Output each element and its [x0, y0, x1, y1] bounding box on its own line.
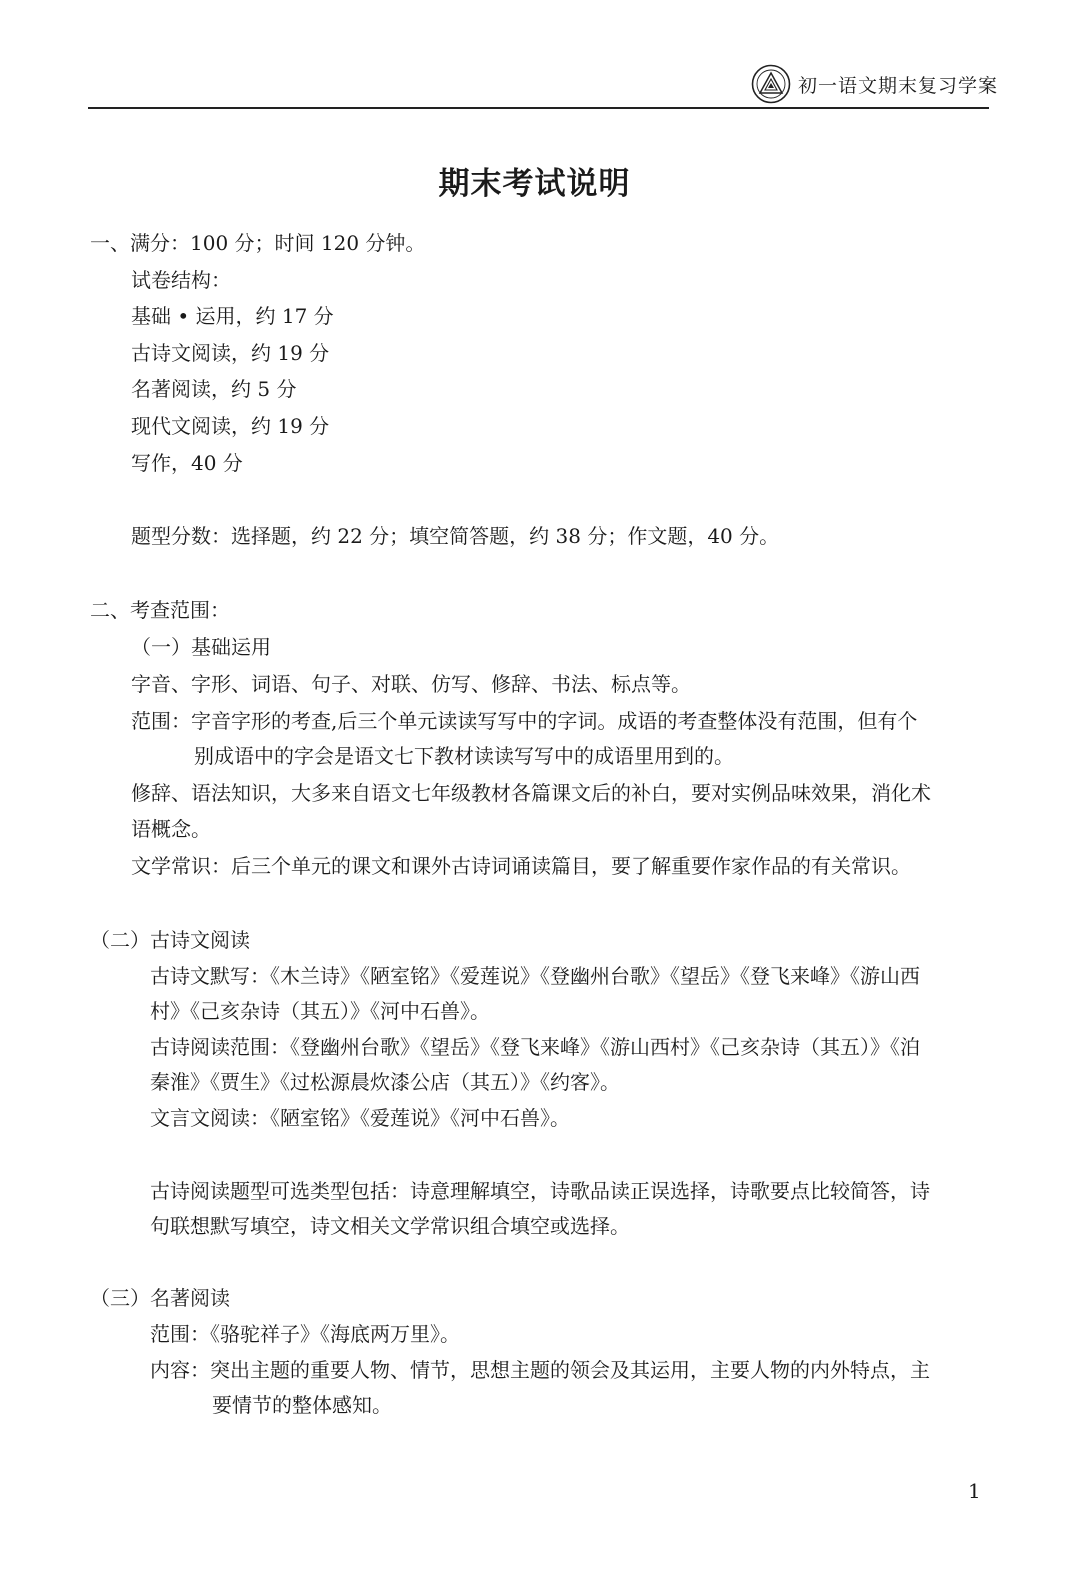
paragraph-line: 古诗阅读范围：《登幽州台歌》《望岳》《登飞来峰》《游山西村》《己亥杂诗（其五）》《泊 [150, 1035, 920, 1059]
document-title: 期末考试说明 [438, 166, 631, 202]
paragraph-line: 内容：突出主题的重要人物、情节，思想主题的领会及其运用，主要人物的内外特点，主 [150, 1358, 930, 1382]
structure-item: 名著阅读，约 5 分 [131, 377, 297, 401]
paragraph-line: 古诗阅读题型可选类型包括：诗意理解填空，诗歌品读正误选择，诗歌要点比较简答，诗 [150, 1179, 930, 1203]
structure-item: 基础 • 运用，约 17 分 [131, 304, 334, 328]
structure-item: 古诗文阅读，约 19 分 [131, 341, 330, 365]
paragraph-line: 别成语中的字会是语文七下教材读读写写中的成语里用到的。 [194, 744, 734, 768]
subsection-heading: （三）名著阅读 [90, 1286, 230, 1310]
school-logo-icon [751, 64, 791, 104]
paragraph-line: 文学常识：后三个单元的课文和课外古诗词诵读篇目，要了解重要作家作品的有关常识。 [131, 854, 911, 878]
paragraph-line: 范围：字音字形的考查,后三个单元读读写写中的字词。成语的考查整体没有范围，但有个 [131, 709, 918, 733]
paragraph-line: 修辞、语法知识，大多来自语文七年级教材各篇课文后的补白，要对实例品味效果，消化术 [131, 781, 931, 805]
paragraph-line: 句联想默写填空，诗文相关文学常识组合填空或选择。 [150, 1214, 630, 1238]
paragraph-line: 字音、字形、词语、句子、对联、仿写、修辞、书法、标点等。 [131, 672, 691, 696]
section-2-heading: 二、考查范围： [90, 598, 230, 622]
paragraph-line: 村》《己亥杂诗（其五）》《河中石兽》。 [150, 999, 490, 1023]
page-number: 1 [968, 1479, 981, 1503]
header-divider [88, 107, 989, 109]
header-title: 初一语文期末复习学案 [798, 75, 999, 97]
paragraph-line: 语概念。 [131, 817, 211, 841]
paragraph-line: 范围：《骆驼祥子》《海底两万里》。 [150, 1322, 460, 1346]
paragraph-line: 文言文阅读：《陋室铭》《爱莲说》《河中石兽》。 [150, 1106, 570, 1130]
paragraph-line: 古诗文默写：《木兰诗》《陋室铭》《爱莲说》《登幽州台歌》《望岳》《登飞来峰》《游山西 [150, 964, 920, 988]
section-1-heading: 一、满分：100 分；时间 120 分钟。 [90, 231, 426, 255]
subsection-heading: （一）基础运用 [131, 635, 271, 659]
structure-item: 现代文阅读，约 19 分 [131, 414, 330, 438]
subsection-heading: （二）古诗文阅读 [90, 928, 250, 952]
paper-structure-label: 试卷结构： [131, 268, 231, 292]
paragraph-line: 要情节的整体感知。 [212, 1393, 392, 1417]
paragraph-line: 秦淮》《贾生》《过松源晨炊漆公店（其五）》《约客》。 [150, 1070, 620, 1094]
question-type-scores: 题型分数：选择题，约 22 分；填空简答题，约 38 分；作文题，40 分。 [131, 524, 780, 548]
structure-item: 写作，40 分 [131, 451, 243, 475]
